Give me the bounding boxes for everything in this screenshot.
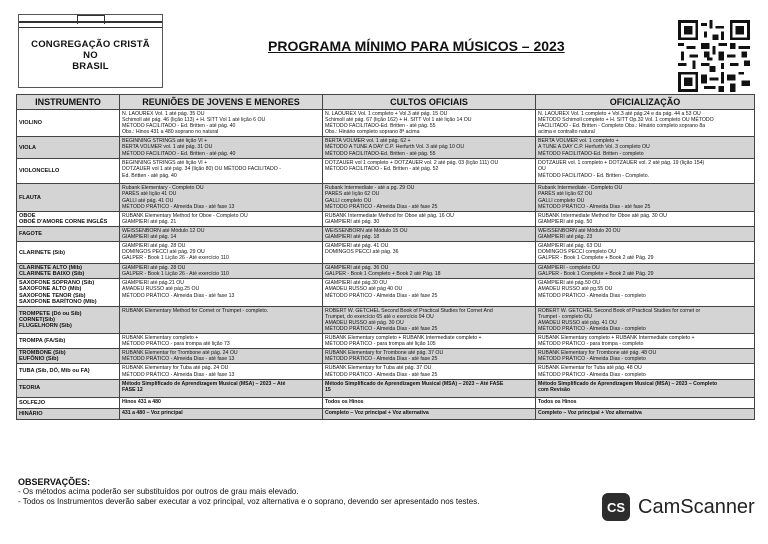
table-row [17, 349, 755, 364]
method-line: RUBANK Elementary for Trombone até pág. 37 OU [325, 350, 444, 357]
rjm-cell [120, 279, 323, 306]
method-line: RUBANK Elementary completo + RUBANK Intermediate completo + [538, 335, 695, 342]
instrument-cell [17, 379, 120, 397]
method-line: AMADEU RUSSO até pág.25 OU [122, 286, 200, 293]
instrument-name: SAXOFONE ALTO (Mib) [19, 286, 82, 293]
rjm-cell [120, 306, 323, 333]
music-program-table [16, 94, 755, 420]
method-line: GIAMPIERI até pág. 50 [538, 218, 593, 225]
method-line: GALPER - Book 1 Completo + Book 2 até Pág. 18 [325, 271, 441, 278]
method-line: GIAMPIERI até pág. 63 OU [538, 243, 602, 250]
method-line: RUBANK Elementar for Trombone até pág. 24 OU [122, 350, 238, 357]
rjm-cell [120, 364, 323, 379]
cultos-cell [323, 279, 536, 306]
cultos-cell [323, 306, 536, 333]
method-line: DOMINGOS PECCI completo OU [538, 249, 616, 256]
method-line: FASE 12 [122, 386, 143, 393]
method-line: MÉTODO FACILITADO-Ed. Britten - completo [538, 150, 644, 157]
oficializacao-cell [536, 264, 755, 279]
method-line: AMADEU RUSSO até pág 40 OU [325, 286, 403, 293]
instrument-name: FAGOTE [19, 230, 42, 237]
logo-line-1: CONGREGAÇÃO CRISTÃ [31, 39, 150, 50]
table-row [17, 408, 755, 419]
cultos-cell [323, 264, 536, 279]
logo-line-3: BRASIL [72, 61, 109, 72]
instrument-cell [17, 264, 120, 279]
instrument-cell [17, 408, 120, 419]
oficializacao-cell [536, 159, 755, 184]
instrument-cell [17, 279, 120, 306]
instrument-name: SAXOFONE TENOR (Sib) [19, 292, 86, 299]
instrument-cell [17, 397, 120, 408]
method-line: GIAMPIERI até pág. 23 [538, 234, 593, 241]
method-line: Todos os Hinos [325, 398, 364, 405]
method-line: PARÈS até lição 62 OU [325, 191, 380, 198]
method-line: BERTA VOLMER vol. 1 até pág. 62 + [325, 138, 411, 145]
method-line: MÉTODO PRÁTICO - Almeida Dias - até fase 25 [325, 292, 438, 299]
method-line: DOMINGOS PECCI até pág. 29 OU [122, 249, 205, 256]
observation-item-2: - Todos os Instrumentos deverão saber executar a voz principal, voz alternativa e o soprano, devendo ser apresentado nos testes. [18, 497, 480, 506]
rjm-cell [120, 159, 323, 184]
rjm-cell [120, 264, 323, 279]
table-row [17, 264, 755, 279]
oficializacao-cell [536, 306, 755, 333]
cultos-cell [323, 379, 536, 397]
oficializacao-cell [536, 279, 755, 306]
page-title: PROGRAMA MÍNIMO PARA MÚSICOS – 2023 [268, 38, 565, 54]
method-line: GALPER - Book 1 Lição 26 - Até exercício 110 [122, 271, 229, 278]
method-line: MÉTODO PRÁTICO - Almeida Dias - completo [538, 356, 646, 363]
oficializacao-cell [536, 242, 755, 264]
rjm-cell [120, 137, 323, 159]
method-line: MÉTODO PRÁTICO - para trompa até lição 105 [325, 341, 436, 348]
cultos-cell [323, 397, 536, 408]
method-line: MÉTODO PRÁTICO - Almeida Dias - completo [538, 325, 646, 332]
instrument-cell [17, 349, 120, 364]
method-line: RUBANK Intermediate Method for Oboe até pág. 30 OU [538, 212, 667, 219]
method-line: GIAMPIERI até pág. 14 [122, 234, 177, 241]
church-logo [18, 14, 163, 88]
method-line: ROBERT W. GETCHEL Second Book of Practical Studies for cornet or [538, 307, 701, 314]
method-line: RUBANK Elementary completo + [122, 335, 199, 342]
instrument-name: VIOLINO [19, 120, 42, 127]
column-header-oficializacao: OFICIALIZAÇÃO [536, 95, 755, 110]
method-line: DOTZAUER vol. 1 completo + DOTZAUER vol. 2 até pág. 19 (lição 154) [538, 160, 705, 167]
table-row [17, 159, 755, 184]
method-line: GIAMPIERI - completo OU [538, 265, 600, 272]
method-line: ROBERT W. GETCHEL Second Book of Practical Studies for Cornet And [325, 307, 493, 314]
method-line: DOMINGOS PECCI até pág. 36 [325, 249, 399, 256]
table-row [17, 242, 755, 264]
instrument-cell [17, 159, 120, 184]
instrument-name: TROMBONE (Sib) [19, 350, 66, 357]
oficializacao-cell [536, 110, 755, 137]
method-line: Schimoll até pág. 46 (lição 113) + H. SITT Vol 1 até lição 6 OU [122, 117, 266, 124]
method-line: Método Simplificado de Aprendizagem Musical (MSA) – 2023 – Completo [538, 380, 718, 387]
method-line: AMADEU RUSSO até pg.55 OU [538, 286, 613, 293]
method-line: RUBANK Elementary Method for Oboe - Completo OU [122, 212, 248, 219]
column-header-cultos: CULTOS OFICIAIS [323, 95, 536, 110]
method-line: GALPER - Book 1 Lição 26 - Até exercício 110 [122, 255, 229, 262]
method-line: GIAMPIERI até pág. 36 OU [325, 265, 389, 272]
instrument-name: EUFÔNIO (Sib) [19, 356, 59, 363]
table-row [17, 334, 755, 349]
table-row [17, 397, 755, 408]
method-line: N. LAOUREX Vol. 1 até pág. 35 OU [122, 111, 205, 117]
method-line: GIAMPIERI até pág.50 OU [538, 280, 600, 287]
cultos-cell [323, 226, 536, 241]
instrument-name: TROMPA (FA/Sib) [19, 338, 66, 345]
rjm-cell [120, 397, 323, 408]
table-row [17, 137, 755, 159]
instrument-name: CLARINETE (Sib) [19, 249, 65, 256]
table-row [17, 379, 755, 397]
instrument-name: VIOLA [19, 144, 37, 151]
method-line: 431 a 480 – Voz principal [122, 409, 183, 416]
method-line: GIAMPIERI até pág. 21 [122, 218, 177, 225]
method-line: PARÈS até lição 62 OU [538, 191, 593, 198]
instrument-cell [17, 184, 120, 211]
method-line: MÉTODO PRÁTICO - Almeida Dias - até fase 25 [538, 203, 651, 210]
method-line: MÉTODO PRÁTICO - Almeida Dias - até fase 25 [325, 203, 438, 210]
method-line: MÉTODO PRÁTICO - Almeida Dias - até fase 25 [325, 371, 438, 378]
rjm-cell [120, 226, 323, 241]
table-row [17, 226, 755, 241]
table-row [17, 306, 755, 333]
method-line: GALPER - Book 1 Complete + Book 2 até Pág. 29 [538, 255, 654, 262]
method-line: Rubank Intermediate - Completo OU [538, 185, 623, 192]
method-line: GIAMPIERI até pág.30 OU [325, 280, 387, 287]
oficializacao-cell [536, 211, 755, 226]
cultos-cell [323, 137, 536, 159]
column-header-rjm: REUNIÕES DE JOVENS E MENORES [120, 95, 323, 110]
method-line: MÉTODO FACILITADO - Ed. Britten - até pág. 40 [122, 150, 236, 157]
cultos-cell [323, 110, 536, 137]
method-line: MÉTODO PRÁTICO - Almeida Dias - completo [538, 292, 646, 299]
instrument-name: FLAUTA [19, 194, 41, 201]
instrument-name: HINÁRIO [19, 410, 43, 417]
method-line: A TUNE A DAY C.P. Herfurth Vol. 3 completo OU [538, 144, 650, 151]
cultos-cell [323, 408, 536, 419]
oficializacao-cell [536, 184, 755, 211]
table-row [17, 279, 755, 306]
method-line: Obs.: Hinos 431 a 480 soprano no natural [122, 129, 219, 136]
instrument-name: FLUGELHORN (Sib) [19, 322, 72, 329]
table-row [17, 110, 755, 137]
instrument-cell [17, 364, 120, 379]
method-line: Completo – Voz principal + Voz alternativa [325, 409, 429, 416]
logo-line-2: NO [83, 50, 98, 61]
method-line: PARÈS até lição 41 OU [122, 191, 177, 198]
method-line: GIAMPIERI até pág.21 OU [122, 280, 184, 287]
method-line: FACILITADO - Ed. Britten - Completo Obs.: Hinário completo soprano 8a [538, 123, 706, 130]
table-header-row [17, 95, 755, 110]
method-line: GALPER - Book 1 Complete + Book 2 até Pág. 29 [538, 271, 654, 278]
instrument-cell [17, 137, 120, 159]
cultos-cell [323, 334, 536, 349]
method-line: N. LAOUREX Vol. 1 completo + Vol.3 até pág. 15 OU [325, 111, 448, 117]
method-line: MÉTODO PRÁTICO - para trompa até lição 73 [122, 341, 230, 348]
instrument-cell [17, 306, 120, 333]
rjm-cell [120, 110, 323, 137]
oficializacao-cell [536, 226, 755, 241]
qr-code-icon [678, 20, 750, 92]
instrument-name: TEORIA [19, 385, 41, 392]
method-line: GIAMPIERI até pág. 18 [325, 234, 380, 241]
instrument-cell [17, 211, 120, 226]
method-line: Todos os Hinos [538, 398, 577, 405]
method-line: Trumpet, do exercício 65 até o exercício 94 OU [325, 313, 434, 320]
method-line: RUBANK Elementary for Tuba até pág. 24 OU [122, 365, 229, 372]
instrument-name: CORNET(Sib) [19, 316, 56, 323]
cultos-cell [323, 159, 536, 184]
method-line: GIAMPIERI até pág. 30 [325, 218, 380, 225]
instrument-name: CLARINETE BAIXO (Sib) [19, 271, 85, 278]
method-line: GALLI até pág. 41 OU [122, 197, 174, 204]
method-line: MÉTODO PRÁTICO - para trompa - completo [538, 341, 644, 348]
rjm-cell [120, 184, 323, 211]
rjm-cell [120, 211, 323, 226]
method-line: Trumpet - completo OU [538, 313, 593, 320]
method-line: acima e contralto natural [538, 129, 595, 136]
table-row [17, 184, 755, 211]
method-line: RUBANK Elementary for Tuba até pág. 37 OU [325, 365, 432, 372]
camscanner-text: CamScanner [638, 495, 755, 518]
method-line: MÉTODO PRÁTICO - Almeida Dias - até fase 13 [122, 203, 235, 210]
method-line: RUBANK Elementary for Trombone até pág. 48 OU [538, 350, 657, 357]
method-line: GIAMPIERI até pág. 28 OU [122, 243, 186, 250]
cultos-cell [323, 349, 536, 364]
rjm-cell [120, 408, 323, 419]
method-line: BERTA VOLMER vol. 1 completo + [538, 138, 619, 145]
method-line: MÉTODO PRÁTICO - Almeida Dias - até fase 25 [325, 356, 438, 363]
method-line: MÉTODO FACILITADO - Ed. Britten - até pág. 40 [122, 123, 236, 130]
instrument-cell [17, 334, 120, 349]
rjm-cell [120, 242, 323, 264]
camscanner-watermark [602, 493, 755, 521]
rjm-cell [120, 379, 323, 397]
method-line: OU [538, 166, 546, 173]
cultos-cell [323, 184, 536, 211]
instrument-cell [17, 242, 120, 264]
method-line: MÉTODO FACILITADO-Ed. Britten - até pág. 55 [325, 123, 436, 130]
method-line: MÉTODO FACILITADO - Ed. Britten - até pág. 52 [325, 166, 439, 173]
instrument-name: CLARINETE ALTO (Mib) [19, 265, 82, 272]
method-line: MÉTODO FACILITADO-Ed. Britten - até pág. 55 [325, 150, 436, 157]
method-line: Método Simplificado de Aprendizagem Musical (MSA) – 2023 – Até FASE [325, 380, 504, 387]
instrument-name: SOLFEJO [19, 399, 46, 406]
method-line: Obs.: Hinário completo soprano 8ª acima [325, 129, 420, 136]
method-line: Rubank Intermediate - até a pg. 29 OU [325, 185, 415, 192]
instrument-name: VIOLONCELLO [19, 168, 60, 175]
oficializacao-cell [536, 364, 755, 379]
rjm-cell [120, 349, 323, 364]
oficializacao-cell [536, 349, 755, 364]
instrument-name: TROMPETE (Dó ou Sib) [19, 310, 82, 317]
method-line: WEISSENBORN até Módulo 12 OU [122, 227, 205, 234]
method-line: N. LAOUREX Vol. 1 completo + Vol.3 até pág.24 e da pág. 44 a 53 OU [538, 111, 701, 117]
instrument-name: SAXOFONE SOPRANO (Sib) [19, 280, 95, 287]
logo-roof-graphic [19, 21, 162, 31]
method-line: GALLI completo OU [325, 197, 372, 204]
method-line: Rubank Elementary - Completo OU [122, 185, 204, 192]
method-line: RUBANK Intermediate Method for Oboe até pág. 16 OU [325, 212, 454, 219]
method-line: RUBANK Elementar for Tuba até pág. 48 OU [538, 365, 642, 372]
method-line: RUBANK Elementary completo + RUBANK Intermediate completo + [325, 335, 482, 342]
method-line: BEGINNING STRINGS até lição VI + [122, 160, 208, 167]
column-header-instrument: INSTRUMENTO [17, 95, 120, 110]
method-line: BEGINNING STRINGS até lição VI + [122, 138, 208, 145]
method-line: MÉTODO PRÁTICO - Almeida Dias - até fase 13 [122, 356, 235, 363]
method-line: MÉTODO PRÁTICO - Almeida Dias - completo [538, 371, 646, 378]
method-line: Schimoll até pág. 67 (lição 162) + H. SITT Vol 1 até lição 14 OU [325, 117, 472, 124]
method-line: DOTZAUER vol 1 até pág. 34 (lição 80) OU MÉTODO FACILITADO - [122, 166, 281, 173]
observations-title: OBSERVAÇÕES: [18, 477, 91, 487]
observations [18, 477, 479, 507]
table-row [17, 211, 755, 226]
method-line: DOTZAUER vol 1 completo + DOTZAUER vol. 2 até pág. 03 (lição 111) OU [325, 160, 499, 167]
method-line: 15 [325, 386, 331, 393]
method-line: MÉTODO PRÁTICO - Almeida Dias - até fase 13 [122, 292, 235, 299]
oficializacao-cell [536, 137, 755, 159]
method-line: WEISSENBORN até Módulo 15 OU [325, 227, 408, 234]
instrument-cell [17, 110, 120, 137]
camscanner-logo-icon: CS [602, 493, 630, 521]
method-line: AMADEU RUSSO até pág. 41 OU [538, 319, 617, 326]
method-line: Hinos 431 a 480 [122, 398, 161, 405]
oficializacao-cell [536, 408, 755, 419]
cultos-cell [323, 364, 536, 379]
method-line: GIAMPIERI até pág. 41 OU [325, 243, 389, 250]
table-row [17, 364, 755, 379]
observation-item-1: - Os métodos acima poderão ser substituídos por outros de grau mais elevado. [18, 487, 299, 496]
instrument-cell [17, 226, 120, 241]
method-line: MÉTODO A TUNE A DAY C.P. Herfurth Vol. 3 até pág 10 OU [325, 144, 465, 151]
method-line: GIAMPIERI até pág. 28 OU [122, 265, 186, 272]
method-line: Completo – Voz principal + Voz alternativa [538, 409, 642, 416]
rjm-cell [120, 334, 323, 349]
instrument-name: OBOÉ D'AMORE CORNE INGLÊS [19, 218, 108, 225]
instrument-name: OBOE [19, 212, 36, 219]
instrument-name: TUBA (Sib, DÓ, Mib ou FA) [19, 368, 90, 375]
instrument-name: SAXOFONE BARÍTONO (Mib) [19, 298, 97, 305]
method-line: RUBANK Elementary Method for Cornet or Trumpet - completo. [122, 307, 269, 314]
method-line: Ed. Britten - até pág. 40 [122, 172, 177, 179]
oficializacao-cell [536, 379, 755, 397]
method-line: MÉTODO PRÁTICO - Almeida Dias - até fase 25 [325, 325, 438, 332]
method-line: com Revisão [538, 386, 571, 393]
oficializacao-cell [536, 397, 755, 408]
method-line: GALLI completo OU [538, 197, 585, 204]
method-line: AMADEU RUSSO até pág. 30 OU [325, 319, 404, 326]
cultos-cell [323, 211, 536, 226]
method-line: MÉTODO FACILITADO - Ed. Britten - Completo. [538, 172, 650, 179]
method-line: BERTA VOLMER vol. 1 até pág. 31 OU [122, 144, 213, 151]
method-line: WEISSENBORN até Módulo 20 OU [538, 227, 621, 234]
method-line: MÉTODO PRÁTICO - Almeida Dias - até fase 13 [122, 371, 235, 378]
method-line: MÉTODO Schimoll completo + H. SITT Op.32 Vol. 1 completo OU MÉTODO [538, 117, 714, 124]
cultos-cell [323, 242, 536, 264]
oficializacao-cell [536, 334, 755, 349]
method-line: Método Simplificado de Aprendizagem Musical (MSA) – 2023 – Até [122, 380, 286, 387]
